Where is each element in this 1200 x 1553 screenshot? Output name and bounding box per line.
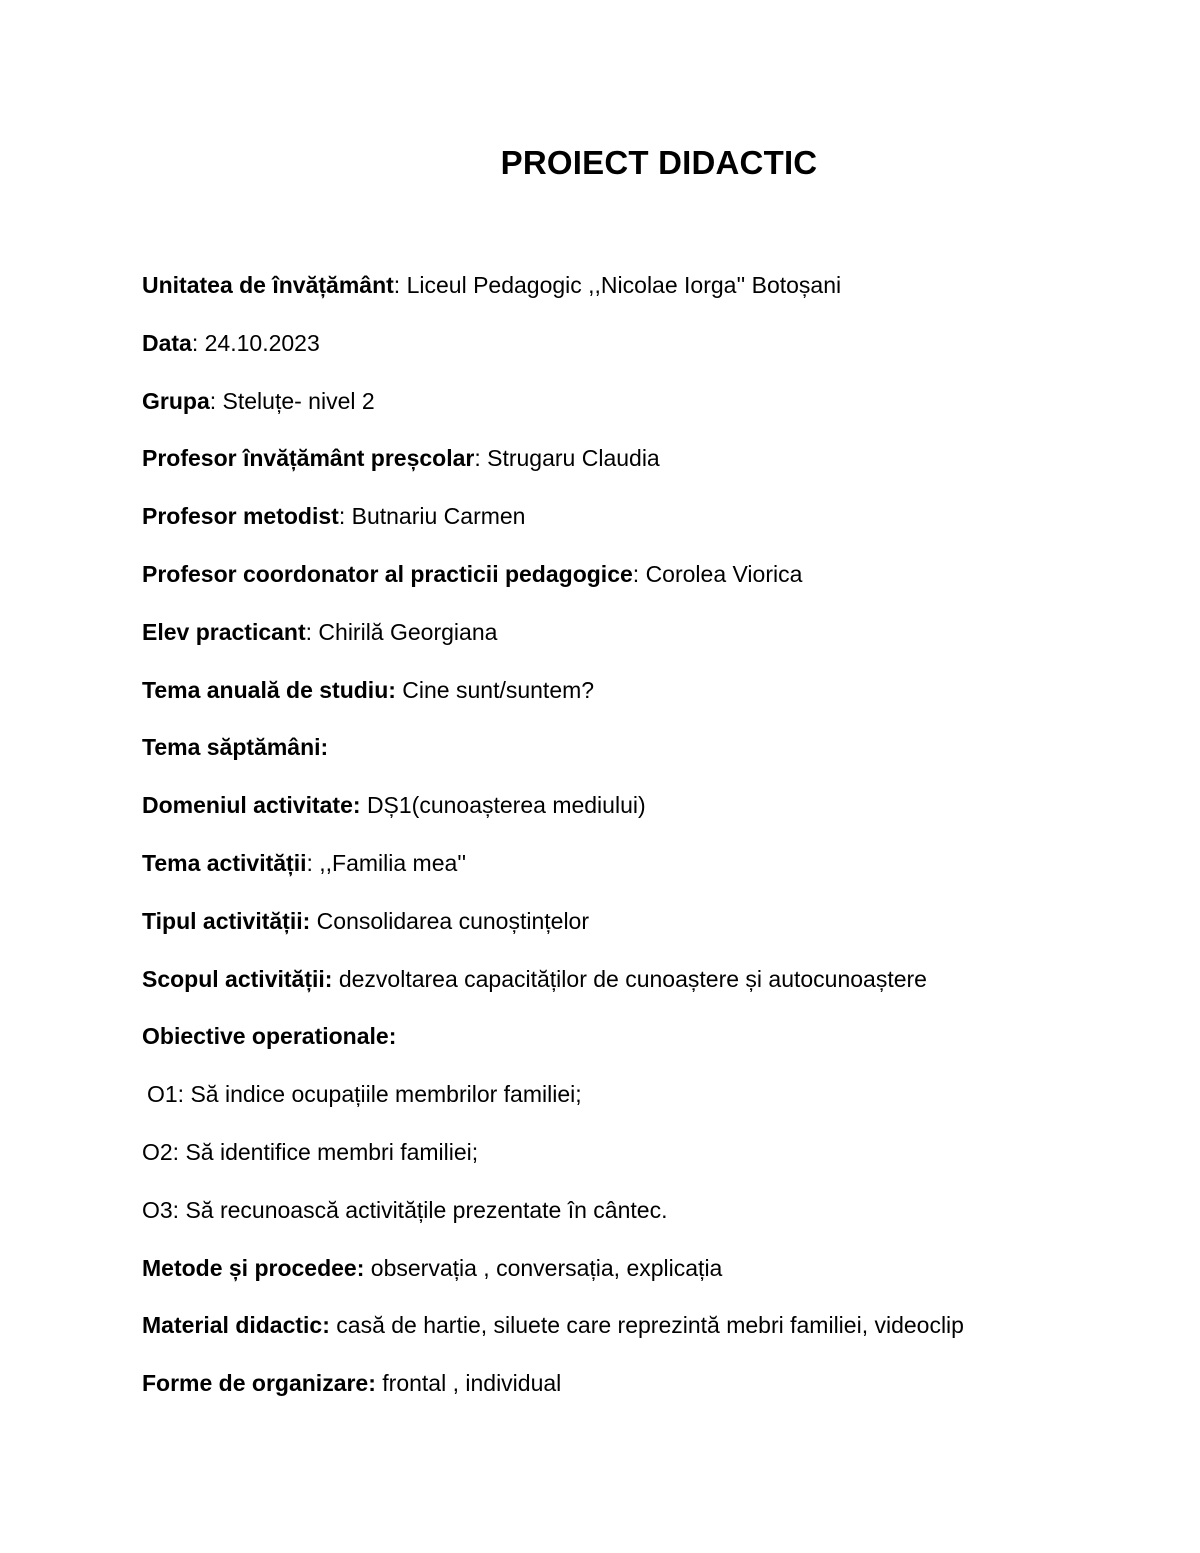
field-separator: : [474, 445, 488, 472]
field-value: Steluțe- nivel 2 [222, 387, 375, 414]
field-grupa [142, 382, 1142, 440]
field-value: Consolidarea cunoștințelor [316, 907, 589, 934]
field-scopul-activitatii [142, 960, 1142, 1018]
field-separator: : [305, 618, 319, 645]
field-label: Profesor învățământ preșcolar [142, 445, 475, 472]
field-tipul-activitatii [142, 902, 1142, 960]
field-separator: : [393, 272, 407, 298]
field-label: Profesor metodist [142, 503, 339, 530]
field-value: Strugaru Claudia [487, 445, 660, 472]
field-profesor-prescolar [142, 439, 1142, 497]
field-separator: : [338, 503, 352, 530]
field-value: dezvoltarea capacităților de cunoaștere și autocunoaștere [338, 965, 927, 992]
field-metode-procedee [142, 1249, 1142, 1307]
field-label: Data [142, 329, 192, 356]
objective-o3 [142, 1191, 1142, 1249]
field-label: Grupa [142, 387, 210, 414]
field-profesor-metodist [142, 497, 1142, 555]
field-value: ,,Familia mea'' [319, 849, 467, 876]
field-label: Tipul activității: [142, 907, 311, 934]
field-value: observația , conversația, explicația [370, 1254, 723, 1281]
field-label: Forme de organizare: [142, 1370, 376, 1397]
field-value: Corolea Viorica [645, 560, 803, 587]
field-value: Cine sunt/suntem? [402, 676, 595, 703]
field-label: Scopul activității: [142, 965, 333, 992]
document-body [142, 266, 1142, 1422]
field-tema-activitatii [142, 844, 1142, 902]
field-value: O2: Să identifice membri familiei; [142, 1138, 479, 1165]
field-unitatea [142, 266, 1142, 324]
field-label: Tema anuală de studiu: [142, 676, 396, 703]
field-label: Unitatea de învățământ [142, 272, 394, 298]
field-label: Material didactic: [142, 1312, 330, 1339]
objective-o2 [142, 1133, 1142, 1191]
field-value: Liceul Pedagogic ,,Nicolae Iorga'' Botoșani [406, 272, 842, 298]
field-separator: : [632, 560, 646, 587]
field-value: Butnariu Carmen [351, 503, 526, 530]
field-value: O1: Să indice ocupațiile membrilor familiei; [147, 1081, 582, 1108]
field-value: DȘ1(cunoașterea mediului) [366, 792, 646, 819]
objective-o1 [142, 1075, 1142, 1133]
field-value: O3: Să recunoască activitățile prezentate în cântec. [142, 1196, 668, 1223]
field-separator: : [306, 849, 320, 876]
document-title: PROIECT DIDACTIC [500, 144, 818, 181]
field-value: frontal , individual [382, 1370, 562, 1397]
field-value: 24.10.2023 [204, 329, 320, 356]
field-value: Chirilă Georgiana [318, 618, 498, 645]
field-value: casă de hartie, siluete care reprezintă mebri familiei, videoclip [336, 1312, 964, 1339]
field-data [142, 324, 1142, 382]
field-separator: : [191, 329, 205, 356]
field-material-didactic [142, 1306, 1142, 1364]
field-label: Domeniul activitate: [142, 792, 361, 819]
field-label: Obiective operationale: [142, 1023, 397, 1050]
field-label: Tema săptămâni: [142, 734, 329, 761]
field-forme-organizare [142, 1364, 1142, 1422]
field-tema-anuala [142, 671, 1142, 729]
field-domeniul-activitate [142, 786, 1142, 844]
field-label: Elev practicant [142, 618, 306, 645]
field-label: Profesor coordonator al practicii pedagogice [142, 560, 633, 587]
field-label: Metode și procedee: [142, 1254, 365, 1281]
field-obiective-operationale [142, 1017, 1142, 1075]
field-separator: : [209, 387, 223, 414]
field-profesor-coordonator [142, 555, 1142, 613]
field-label: Tema activității [142, 849, 307, 876]
field-elev-practicant [142, 613, 1142, 671]
field-tema-saptamanii [142, 728, 1142, 786]
